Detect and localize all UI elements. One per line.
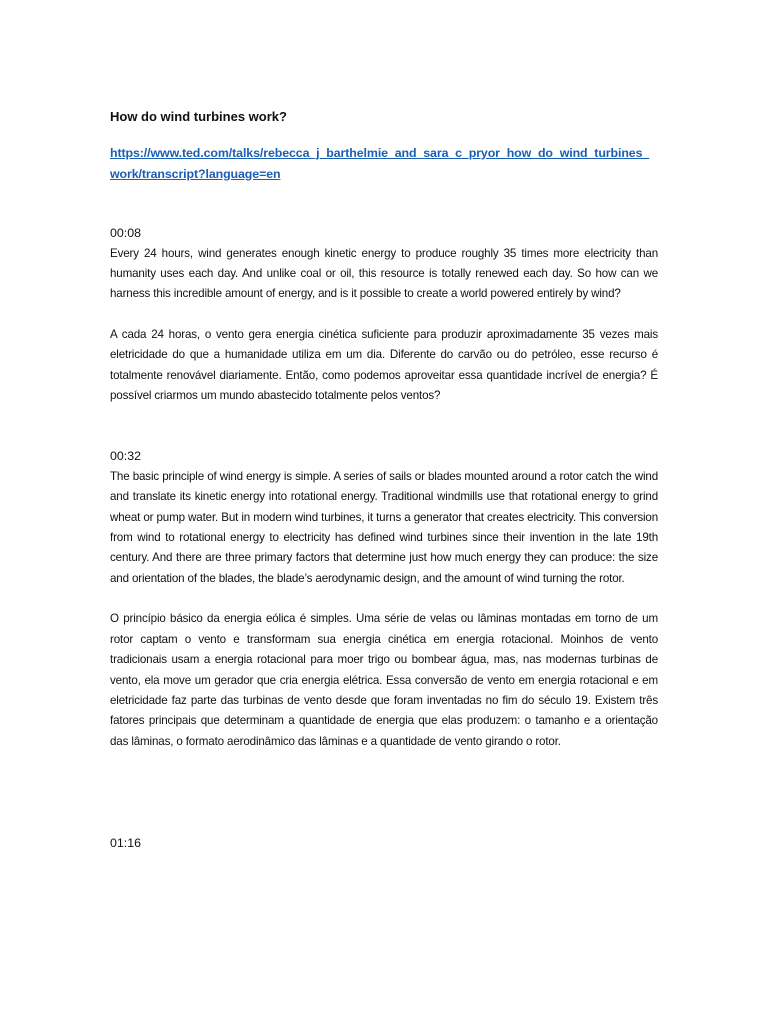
- timestamp: 00:08: [110, 226, 142, 240]
- timestamp: 01:16: [110, 836, 142, 851]
- paragraph-portuguese: A cada 24 horas, o vento gera energia cinética suficiente para produzir aproximadamente 35 vezes mais eletricidade do que a humanidade utiliza em um dia. Diferente do carvão ou do petróleo, esse recurso é totalmente renovável diariamente. Então, como podemos aproveitar essa quantidade incrível de energia? É possível criarmos um mundo abastecido totalmente pelos ventos?: [110, 327, 658, 402]
- paragraph-english: The basic principle of wind energy is simple. A series of sails or blades mounted around a rotor catch the wind and translate its kinetic energy into rotational energy. Traditional windmills use that rotational energy to grind wheat or pump water. But in modern wind turbines, it turns a generator that creates electricity. This conversion from wind to rotational energy to electricity has defined wind turbines since their invention in the late 19th century. And there are three primary factors that determine just how much energy they can produce: the size and orientation of the blades, the blade’s aerodynamic design, and the amount of wind turning the rotor.: [110, 469, 658, 585]
- paragraph-english: Every 24 hours, wind generates enough kinetic energy to produce roughly 35 times more electricity than humanity uses each day. And unlike coal or oil, this resource is totally renewed each day. So how can we harness this incredible amount of energy, and is it possible to create a world powered entirely by wind?: [110, 246, 658, 301]
- spacer: [110, 406, 658, 446]
- document-page: [110, 107, 658, 854]
- section-0116: [110, 833, 658, 854]
- section-0008: [110, 223, 658, 406]
- paragraph-portuguese: O princípio básico da energia eólica é simples. Uma série de velas ou lâminas montadas em torno de um rotor captam o vento e transformam sua energia cinética em energia rotacional. Moinhos de vento tradicionais usam a energia rotacional para moer trigo ou bombear água, mas, nas modernas turbinas de vento, ela move um gerador que cria energia elétrica. Essa conversão de vento em energia rotacional e em eletricidade faz parte das turbinas de vento desde que foram inventadas no fim do século 19. Existem três fatores principais que determinam a quantidade de energia que elas produzem: o tamanho e a orientação das lâminas, o formato aerodinâmico das lâminas e a quantidade de vento girando o rotor.: [110, 612, 658, 748]
- section-0032: [110, 446, 658, 752]
- timestamp: 00:32: [110, 449, 142, 464]
- spacer: [110, 752, 658, 833]
- link-container: [110, 143, 658, 184]
- transcript-link[interactable]: https://www.ted.com/talks/rebecca_j_barthelmie_and_sara_c_pryor_how_do_wind_turbines_work/transcript?language=en: [110, 146, 650, 181]
- document-title: How do wind turbines work?: [110, 109, 287, 124]
